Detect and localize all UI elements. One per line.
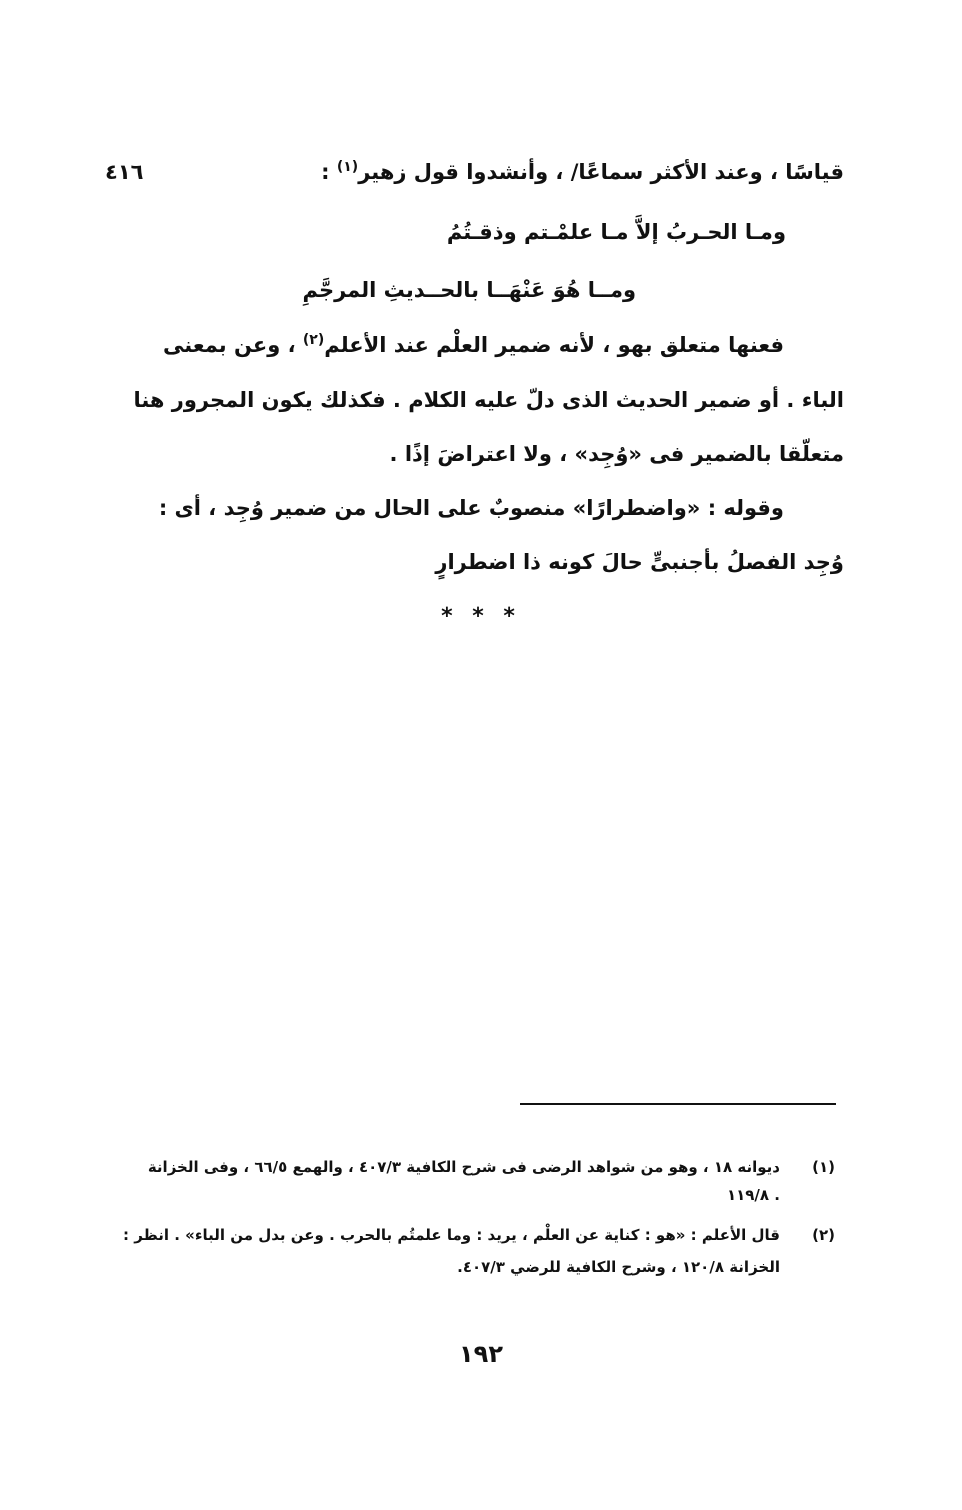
section-separator: * * *	[441, 604, 521, 629]
line-1-text: قياسًا ، وعند الأكثر سماعًا/ ، وأنشدوا قول زهير	[358, 160, 844, 184]
footnote-1-line-2: ١١٩/٨ .	[726, 1186, 780, 1204]
line-4-text: فعنها متعلق بهو ، لأنه ضمير العلْم عند الأعلم	[324, 333, 784, 357]
footnote-1-number: (١)	[812, 1158, 835, 1176]
text-line-4	[163, 333, 784, 357]
line-1-end: :	[321, 160, 337, 184]
text-line-6: متعلّقا بالضمير فى «وُجِد» ، ولا اعتراضَ إذًا .	[389, 442, 844, 466]
footnote-1-line-1: ديوانه ١٨ ، وهو من شواهد الرضى فى شرح الكافية ٤٠٧/٣ ، والهمع ٦٦/٥ ، وفى الخزانة	[147, 1158, 780, 1176]
footnote-2-number: (٢)	[812, 1226, 835, 1244]
footnote-marker-2: (٢)	[302, 332, 325, 348]
footnote-2-line-1: قال الأعلم : «هو : كناية عن العلْم ، يريد : وما علمتُم بالحرب . وعن بدل من الباء» . انظر :	[123, 1226, 780, 1244]
text-line-8: وُجِد الفصلُ بأجنبىٍّ حالَ كونه ذا اضطرارٍ	[435, 550, 844, 574]
verse-line-1: ومـا الحـربُ إلاَّ مـا علمْـتم وذقـتُمُ	[446, 220, 786, 244]
footnote-2-line-2: الخزانة ١٢٠/٨ ، وشرح الكافية للرضي ٤٠٧/٣.	[457, 1258, 780, 1276]
page-number: ١٩٢	[459, 1340, 503, 1368]
verse-line-2: ومــا هُوَ عَنْهَــا بالحــديثِ المرجَّمِ	[302, 278, 636, 302]
text-line-5: الباء . أو ضمير الحديث الذى دلّ عليه الكلام . فكذلك يكون المجرور هنا	[133, 388, 844, 412]
margin-reference-number: ٤١٦	[105, 160, 144, 184]
text-line-7: وقوله : «واضطرارًا» منصوبٌ على الحال من ضمير وُجِد ، أى :	[158, 496, 784, 520]
footnote-marker-1: (١)	[336, 159, 359, 175]
text-line-1	[321, 160, 844, 184]
line-4-end: ، وعن بمعنى	[163, 333, 303, 357]
footnote-divider	[520, 1103, 836, 1105]
